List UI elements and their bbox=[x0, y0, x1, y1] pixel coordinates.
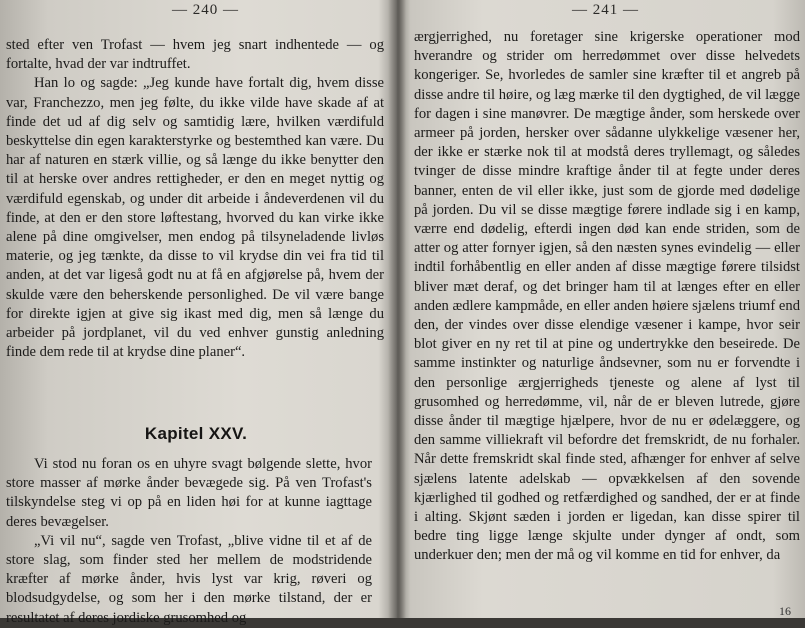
page-number: — 240 — bbox=[172, 2, 239, 18]
paragraph: Vi stod nu foran os en uhyre svagt bølgende slette, hvor store masser af mørke ånder bevægede sig. På ven Trofast's tilskyndelse steg vi op på en liden høi for at kunne iagttage deres bevægelser. bbox=[6, 456, 372, 530]
chapter-body-text bbox=[6, 455, 372, 628]
body-text bbox=[6, 36, 384, 362]
paragraph: „Vi vil nu“, sagde ven Trofast, „blive vidne til et af de store slag, som finder sted her mellem de modstridende kræfter af mørke ånder, hvis lyst var krig, røveri og blodsudgydelse, og som her i den mørke tilstand, der er resultatet af deres jordiske grusomhed og bbox=[6, 532, 372, 626]
right-page bbox=[406, 0, 805, 618]
left-page bbox=[0, 0, 392, 626]
paragraph: Han lo og sagde: „Jeg kunde have fortalt dig, hvem disse var, Franchezzo, men jeg følte, du ikke vilde have skade af at finde det ud af dig selv og samtidig lære, hvilken værdifuld beskyttelse din egen karakterstyrke og bestemthed kan være. Du har af naturen en stærk villie, og så længe du ikke benytter den til at herske over andres rettigheder, er den en meget nyttig og værdifuld egenskab, og under dit arbeide i åndeverdenen vil du finde, at den er den store løftestang, hvorved du kan virke ikke alene på dine omgivelser, men endog på tilsyneladende livløs materie, og jeg tænkte, da disse to vil krydse din vei fra tid til anden, at det var ligeså godt nu at få en afgjørelse på, hvem der skulde være den beherskende personlighed. De vil være bange for direkte igjen at give sig ikast med dig, men så længe du arbeider på jordplanet, vil du ved enhver gunstig anledning finde dem rede til at krydse dine planer“. bbox=[6, 75, 384, 361]
paragraph: sted efter ven Trofast — hvem jeg snart indhentede — og fortalte, hvad der var indtruffet. bbox=[6, 37, 384, 73]
signature-mark: 16 bbox=[779, 604, 791, 618]
body-text bbox=[414, 28, 800, 566]
chapter-heading: Kapitel XXV. bbox=[144, 424, 248, 443]
page-number: — 241 — bbox=[572, 2, 639, 18]
paragraph: ærgjerrighed, nu foretager sine krigerske operationer mod hverandre og strider om herredømmet over disse helvedets kongeriger. Se, hvorledes de samler sine kræfter til et angreb på disse andre til høire, og læg mærke til den dygtighed, de vil lægge for dagen i sine manøvrer. De mægtige ånder, som herskede over armeer på jorden, hersker over sådanne ulykkelige væsener her, der ikke er stærke nok til at modstå deres tryllemagt, og således tvinger de disse mindre kraftige ånder til at fegte under deres banner, enten de vil eller ikke, just som de gjorde med dødelige på jorden. Du vil se disse mægtige førere indlade sig i en kamp, værre end dødelig, efterdi ingen død kan ende striden, som de atter og atter fornyer igjen, så den næsten synes evindelig — eller indtil forhåbentlig en eller anden af disse mægtige førere tilsidst bliver mæt deraf, og det bringer ham til at længes efter en eller anden ædlere kampmåde, en eller anden høiere sjælens triumf end den, der vindes over disse elendige væsener i kampe, hvor seir blot giver en ny ret til at pine og undertrykke den beseirede. De samme instinkter og naturlige åndsevner, som nu er forvendte i den personlige ærgjerrigheds tjeneste og alene af lyst til grusomhed og herredømme, vil, når de er bleven lutrede, gjøre disse ånder til mægtige hjælpere, hvor de nu er ødelæggere, og den samme villiekraft vil befordre det fremskridt, de nu forhaler. Når dette fremskridt skal finde sted, afhænger for enhver af selve sjælens latente adelskab — opvækkelsen af den sovende kjærlighed til godhed og retfærdighed og sandhed, der er at finde i alting. Skjønt sæden i jorden er ligedan, kan disse spirer til bedre ting ligge længe skjulte under dynger af ondt, som underkuer den; men der må og vil komme en tid for enhver, da bbox=[414, 29, 800, 564]
